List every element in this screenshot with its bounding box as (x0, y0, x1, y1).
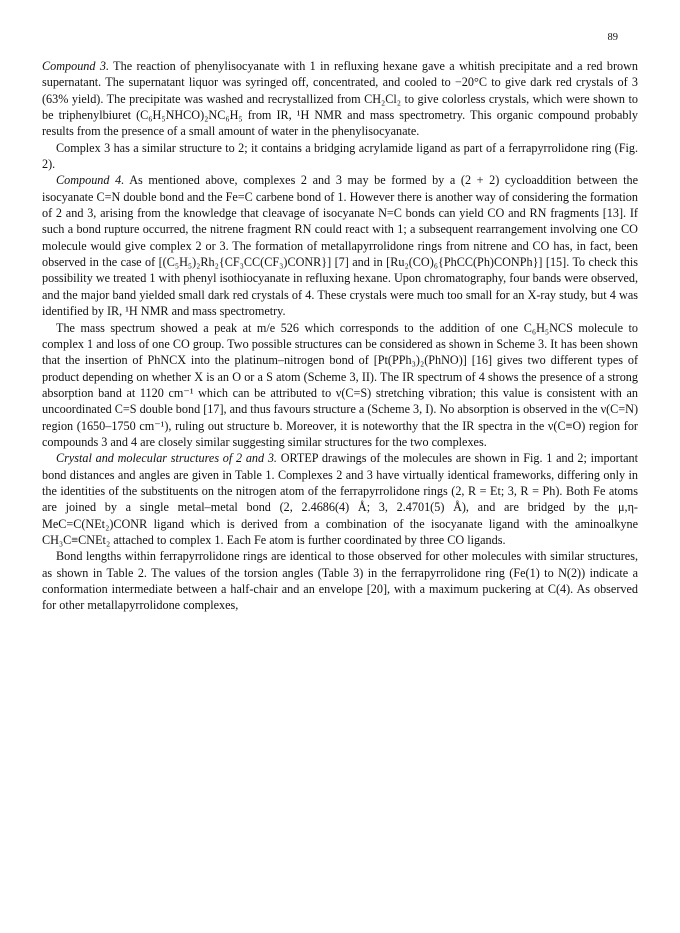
paragraph-heading: Crystal and molecular structures of 2 and 3. (56, 451, 277, 466)
paragraph-compound-3 (42, 58, 638, 140)
page-number: 89 (607, 32, 618, 43)
paragraph-heading: Compound 4. (56, 173, 125, 188)
paragraph-body: The mass spectrum showed a peak at m/e 526 which corresponds to the addition of one C₆H₅NCS molecule to complex 1 and loss of one CO group. Two possible structures can be considered as shown in Scheme 3. It has been shown that the insertion of PhNCX into the platinum–nitrogen bond of [Pt(PPh₃)₂(PhNO)] [16] gives two different types of product depending on whether X is an O or a S atom (Scheme 3, II). The IR spectrum of 4 shows the presence of a strong absorption band at 1120 cm⁻¹ which can be attributed to ν(C=S) stretching vibration; this value is consistent with an uncoordinated C=S double bond [17], and thus favours structure a (Scheme 3, I). No absorption is observed in the ν(C=N) region (1650–1750 cm⁻¹), ruling out structure b. Moreover, it is noteworthy that the IR spectra in the ν(C≡O) region for compounds 3 and 4 are closely similar suggesting similar structures for the two complexes. (42, 320, 639, 449)
paragraph-body: ORTEP drawings of the molecules are shown in Fig. 1 and 2; important bond distances and angles are given in Table 1. Complexes 2 and 3 have virtually identical frameworks, differing only in the identities of the substituents on the nitrogen atom of the ferrapyrrolidone rings (2, R = Et; 3, R = Ph). Both Fe atoms are joined by a single metal–metal bond (2, 2.4686(4) Å; 3, 2.4701(5) Å), and are bridged by the μ,η-MeC=C(NEt₂)CONR ligand which is derived from a combination of the isocyanate ligand with the aminoalkyne CH₃C≡CNEt₂ attached to complex 1. Each Fe atom is further coordinated by three CO ligands. (42, 451, 639, 547)
paragraph-body: Complex 3 has a similar structure to 2; it contains a bridging acrylamide ligand as part of a ferrapyrrolidone ring (Fig. 2). (42, 140, 638, 172)
paragraph-body: The reaction of phenylisocyanate with 1 in refluxing hexane gave a whitish precipitate and a red brown supernatant. The supernatant liquor was syringed off, concentrated, and cooled to −20°C to give dark red crystals of 3 (63% yield). The precipitate was washed and recrystallized from CH₂Cl₂ to give colorless crystals, which were shown to be triphenylbiuret (C₆H₅NHCO)₂NC₆H₅ from IR, ¹H NMR and mass spectrometry. This organic compound probably results from the presence of a small amount of water in the phenylisocyanate. (42, 59, 638, 139)
paragraph-body: As mentioned above, complexes 2 and 3 may be formed by a (2 + 2) cycloaddition between the isocyanate C=N double bond and the Fe=C carbene bond of 1. However there is another way of considering the formation of 2 and 3, arising from the knowledge that cleavage of isocyanate N=C bonds can yield CO and RN fragments [13]. If such a bond rupture occurred, the nitrene fragment RN could react with 1; a subsequent rearrangement involving one CO molecule would give complex 2 or 3. The formation of metallapyrrolidone rings from nitrene and CO has, in fact, been observed in the case of [(C₅H₅)₂Rh₂{CF₃CC(CF₃)CONR}] [7] and in [Ru₂(CO)₆{PhCC(Ph)CONPh}] [15]. To check this possibility we treated 1 with phenyl isothiocyanate in refluxing hexane. Upon chromatography, four bands were observed, and the major band yielded small dark red crystals of 4. These crystals were much too small for an X-ray study, but 4 was identified by IR, ¹H NMR and mass spectrometry. (42, 173, 638, 319)
paragraph-crystal-structures (42, 450, 638, 548)
body-text (42, 58, 638, 614)
paragraph-complex-3 (42, 140, 638, 173)
paragraph-mass-spectrum (42, 320, 638, 451)
paragraph-compound-4 (42, 172, 638, 319)
paragraph-bond-lengths (42, 548, 638, 613)
paragraph-body: Bond lengths within ferrapyrrolidone rings are identical to those observed for other molecules with similar structures, as shown in Table 2. The values of the torsion angles (Table 3) in the ferrapyrrolidone ring (Fe(1) to N(2)) indicate a conformation intermediate between a half-chair and an envelope [20], with a maximum puckering at C(4). As observed for other metallapyrrolidone complexes, (42, 549, 638, 613)
paragraph-heading: Compound 3. (42, 59, 110, 73)
